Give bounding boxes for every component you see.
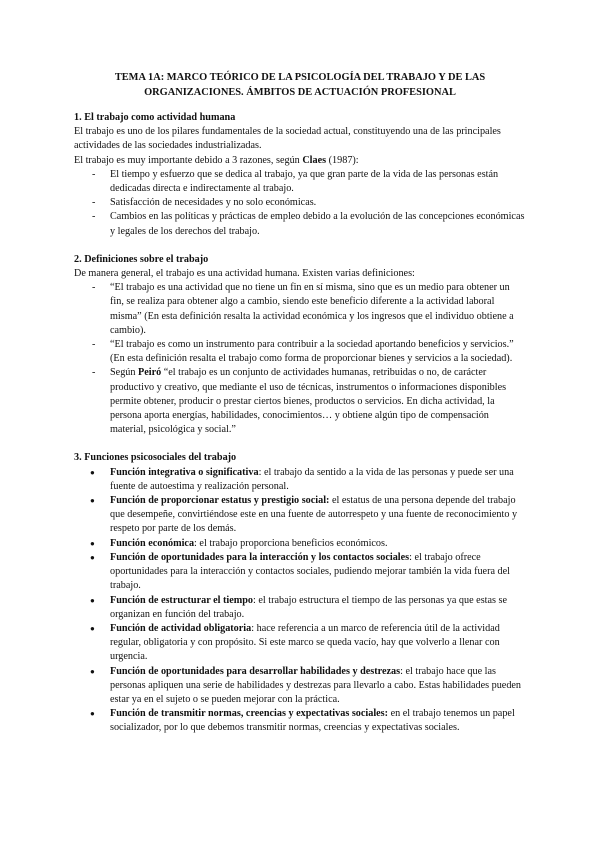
function-name: Función de oportunidades para la interacción y los contactos sociales bbox=[110, 551, 410, 563]
section-1-heading: 1. El trabajo como actividad humana bbox=[74, 112, 236, 123]
function-name: Función de oportunidades para desarrollar habilidades y destrezas bbox=[110, 665, 401, 677]
list-item bbox=[74, 551, 526, 594]
function-name: Función económica bbox=[110, 537, 195, 549]
function-description: : el trabajo da sentido a la vida de las personas y puede ser una fuente de autoestima y realización personal. bbox=[110, 466, 514, 492]
list-item: - Cambios en las políticas y prácticas de empleo debido a la evolución de las concepciones económicas y legales de los derechos del trabajo. bbox=[74, 210, 526, 238]
list-item: - “El trabajo es una actividad que no tiene un fin en sí misma, sino que es un medio para obtener un fin, se realiza para obtener algo a cambio, siendo este beneficio diferente a la actividad laboral misma” (En esta definición resalta la actividad económica y los ingresos que el individuo obtiene a cambio). bbox=[74, 281, 526, 338]
function-description: en el trabajo tenemos un papel socializador, por lo que debemos transmitir normas, creencias y expectativas sociales. bbox=[110, 708, 515, 734]
section-1-paragraph: El trabajo es uno de los pilares fundamentales de la sociedad actual, constituyendo una de las principales actividades de las sociedades industrializadas. bbox=[74, 126, 501, 152]
definition-text: “el trabajo es un conjunto de actividades humanas, retribuidas o no, de carácter productivo y creativo, que mediante el uso de técnicas, instrumentos o informaciones disponibles permite obtener, producir o prestar ciertos bienes, productos o servicios. En dicha actividad, la persona aporta energías, habilidades, conocimientos… y obtiene algún tipo de compensación material, psicológica y social.” bbox=[110, 367, 507, 436]
section-3-heading: 3. Funciones psicosociales del trabajo bbox=[74, 452, 237, 464]
list-item bbox=[74, 537, 526, 551]
function-description: : el trabajo hace que las personas apliquen una serie de habilidades y destrezas para llevarlo a cabo. Estas habilidades pueden estar ya en el sujeto o se pueden mejorar con la práctica. bbox=[110, 665, 522, 705]
section-1-reasons-intro bbox=[74, 154, 526, 168]
reasons-intro-text: El trabajo es muy importante debido a 3 razones, según bbox=[74, 154, 303, 166]
title-line-2: ORGANIZACIONES. ÁMBITOS DE ACTUACIÓN PROFESIONAL bbox=[144, 87, 456, 98]
function-description: el estatus de una persona depende del trabajo que desempeñe, convirtiéndose este en una fuente de autorrespeto y una fuente de reconocimiento y respeto por parte de los demás. bbox=[110, 495, 518, 535]
function-description: : el trabajo estructura el tiempo de las personas ya que estas se organizan en función del trabajo. bbox=[110, 594, 508, 620]
list-item: - El tiempo y esfuerzo que se dedica al trabajo, ya que gran parte de la vida de las personas están dedicadas directa e indirectamente al trabajo. bbox=[74, 168, 526, 196]
section-2-list bbox=[74, 281, 526, 437]
section-2-heading: 2. Definiciones sobre el trabajo bbox=[74, 253, 209, 265]
list-item: - “El trabajo es como un instrumento para contribuir a la sociedad aportando beneficios y servicios.” (En esta definición resalta el trabajo como forma de proporcionar bienes y servicios a la sociedad). bbox=[74, 338, 526, 366]
author-claes: Claes bbox=[302, 154, 327, 166]
list-item bbox=[74, 494, 526, 537]
section-3 bbox=[74, 451, 526, 735]
list-item: - Satisfacción de necesidades y no solo económicas. bbox=[74, 196, 526, 210]
section-2-intro: De manera general, el trabajo es una actividad humana. Existen varias definiciones: bbox=[74, 268, 415, 280]
section-1-list bbox=[74, 168, 526, 239]
function-name: Función de transmitir normas, creencias y expectativas sociales: bbox=[110, 708, 389, 720]
list-item bbox=[74, 665, 526, 708]
function-description: : el trabajo proporciona beneficios económicos. bbox=[194, 537, 388, 549]
list-item bbox=[74, 707, 526, 735]
list-item bbox=[74, 366, 526, 437]
function-description: : hace referencia a un marco de referencia útil de la actividad regular, obligatoria y con propósito. Si este marco se queda vacío, hay que volverlo a llenar con urgencia. bbox=[110, 622, 500, 663]
page-title bbox=[74, 70, 526, 100]
function-name: Función de proporcionar estatus y prestigio social: bbox=[110, 495, 330, 507]
list-item bbox=[74, 622, 526, 665]
section-1 bbox=[74, 111, 526, 239]
function-name: Función de estructurar el tiempo bbox=[110, 594, 253, 606]
definition-prefix: Según bbox=[110, 367, 139, 379]
title-line-1: TEMA 1A: MARCO TEÓRICO DE LA PSICOLOGÍA DEL TRABAJO Y DE LAS bbox=[114, 72, 486, 83]
function-description: : el trabajo ofrece oportunidades para la interacción y contactos sociales, pudiendo mejorar también la vida fuera del trabajo. bbox=[110, 551, 510, 592]
reasons-intro-year: (1987): bbox=[326, 154, 359, 166]
function-name: Función integrativa o significativa bbox=[110, 466, 259, 478]
section-2 bbox=[74, 253, 526, 438]
list-item bbox=[74, 594, 526, 622]
author-peiro: Peiró bbox=[138, 367, 162, 379]
function-name: Función de actividad obligatoria bbox=[110, 622, 252, 634]
section-3-list bbox=[74, 466, 526, 736]
list-item bbox=[74, 466, 526, 494]
